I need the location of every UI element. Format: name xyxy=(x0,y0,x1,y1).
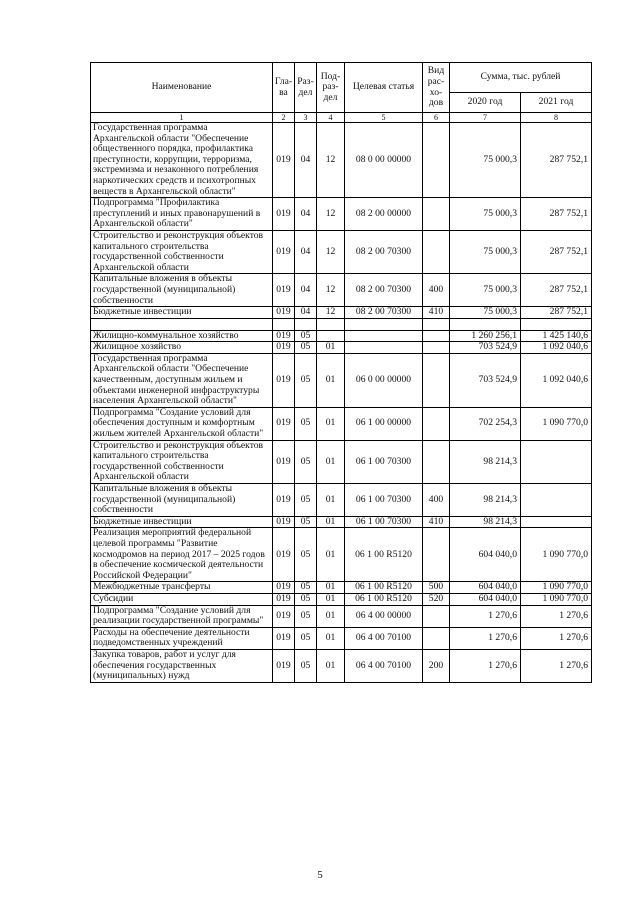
row-target-article: 08 2 00 70300 xyxy=(345,307,423,319)
header-name: Наименование xyxy=(91,63,273,113)
row-expense-type: 500 xyxy=(423,582,450,594)
row-subsection: 01 xyxy=(317,484,345,517)
row-name: Жилищно-коммунальное хозяйство xyxy=(91,330,273,342)
row-amount-2020: 702 254,3 xyxy=(450,407,521,440)
budget-table xyxy=(90,62,592,683)
row-target-article: 06 4 00 70100 xyxy=(345,627,423,649)
row-amount-2020: 604 040,0 xyxy=(450,593,521,605)
header-subsection: Под-раз-дел xyxy=(317,63,345,113)
row-amount-2020: 75 000,3 xyxy=(450,230,521,273)
row-amount-2021: 287 752,1 xyxy=(521,123,592,198)
row-amount-2020: 75 000,3 xyxy=(450,274,521,307)
row-expense-type xyxy=(423,627,450,649)
table-row xyxy=(91,516,592,528)
header-target: Целевая статья xyxy=(345,63,423,113)
header-sum: Сумма, тыс. рублей xyxy=(450,63,592,93)
header-section: Раз-дел xyxy=(295,63,317,113)
row-chapter: 019 xyxy=(273,230,295,273)
row-target-article: 08 2 00 70300 xyxy=(345,230,423,273)
row-name: Закупка товаров, работ и услуг для обеспечения государственных (муниципальных) нужд xyxy=(91,649,273,682)
header-chapter: Гла-ва xyxy=(273,63,295,113)
row-section xyxy=(295,318,317,330)
row-amount-2020: 75 000,3 xyxy=(450,123,521,198)
row-subsection: 12 xyxy=(317,230,345,273)
row-expense-type: 410 xyxy=(423,516,450,528)
row-section: 05 xyxy=(295,593,317,605)
row-amount-2021: 287 752,1 xyxy=(521,230,592,273)
header-year-2021: 2021 год xyxy=(521,93,592,113)
row-section: 04 xyxy=(295,198,317,231)
row-target-article: 06 4 00 70100 xyxy=(345,649,423,682)
table-row xyxy=(91,230,592,273)
row-section: 05 xyxy=(295,528,317,582)
header-year-2020: 2020 год xyxy=(450,93,521,113)
row-chapter: 019 xyxy=(273,627,295,649)
row-amount-2020: 1 270,6 xyxy=(450,649,521,682)
row-subsection xyxy=(317,318,345,330)
row-target-article: 06 0 00 00000 xyxy=(345,353,423,407)
row-expense-type: 400 xyxy=(423,274,450,307)
row-amount-2020: 604 040,0 xyxy=(450,528,521,582)
row-section: 05 xyxy=(295,342,317,354)
table-row xyxy=(91,627,592,649)
row-chapter: 019 xyxy=(273,649,295,682)
column-number: 8 xyxy=(521,113,592,123)
row-name xyxy=(91,318,273,330)
row-amount-2020: 703 524,9 xyxy=(450,342,521,354)
row-amount-2020: 703 524,9 xyxy=(450,353,521,407)
row-chapter: 019 xyxy=(273,484,295,517)
row-amount-2020: 75 000,3 xyxy=(450,307,521,319)
row-chapter: 019 xyxy=(273,582,295,594)
row-subsection: 01 xyxy=(317,353,345,407)
table-row xyxy=(91,649,592,682)
row-subsection: 12 xyxy=(317,307,345,319)
row-section: 04 xyxy=(295,274,317,307)
row-expense-type xyxy=(423,407,450,440)
row-amount-2021 xyxy=(521,440,592,483)
row-name: Капитальные вложения в объекты государственной (муниципальной) собственности xyxy=(91,274,273,307)
row-target-article xyxy=(345,318,423,330)
row-amount-2021: 287 752,1 xyxy=(521,198,592,231)
row-amount-2021: 1 270,6 xyxy=(521,605,592,627)
row-amount-2021: 1 090 770,0 xyxy=(521,407,592,440)
row-section: 04 xyxy=(295,230,317,273)
row-target-article: 06 4 00 00000 xyxy=(345,605,423,627)
row-amount-2021: 1 092 040,6 xyxy=(521,353,592,407)
table-row xyxy=(91,582,592,594)
row-subsection: 01 xyxy=(317,605,345,627)
row-section: 05 xyxy=(295,582,317,594)
table-spacer-row xyxy=(91,318,592,330)
row-amount-2021: 287 752,1 xyxy=(521,307,592,319)
row-amount-2021 xyxy=(521,484,592,517)
row-name: Субсидии xyxy=(91,593,273,605)
row-chapter: 019 xyxy=(273,516,295,528)
row-chapter xyxy=(273,318,295,330)
row-chapter: 019 xyxy=(273,593,295,605)
row-section: 05 xyxy=(295,330,317,342)
row-target-article: 06 1 00 00000 xyxy=(345,407,423,440)
row-chapter: 019 xyxy=(273,407,295,440)
row-amount-2021 xyxy=(521,516,592,528)
row-section: 05 xyxy=(295,516,317,528)
row-expense-type: 520 xyxy=(423,593,450,605)
table-row xyxy=(91,342,592,354)
table-row xyxy=(91,440,592,483)
row-amount-2020: 75 000,3 xyxy=(450,198,521,231)
budget-table-sheet xyxy=(90,62,591,683)
row-name: Строительство и реконструкция объектов капитального строительства государственной собственности Архангельской области xyxy=(91,440,273,483)
table-row xyxy=(91,484,592,517)
row-amount-2021: 1 270,6 xyxy=(521,627,592,649)
row-name: Подпрограмма "Профилактика преступлений и иных правонарушений в Архангельской области" xyxy=(91,198,273,231)
header-expense-type: Вид рас-хо-дов xyxy=(423,63,450,113)
row-section: 05 xyxy=(295,353,317,407)
row-expense-type xyxy=(423,230,450,273)
row-amount-2021: 1 092 040,6 xyxy=(521,342,592,354)
row-subsection: 12 xyxy=(317,274,345,307)
row-amount-2020 xyxy=(450,318,521,330)
row-name: Строительство и реконструкция объектов капитального строительства государственной собственности Архангельской области xyxy=(91,230,273,273)
row-expense-type xyxy=(423,342,450,354)
row-expense-type xyxy=(423,528,450,582)
row-amount-2020: 1 270,6 xyxy=(450,605,521,627)
column-number: 1 xyxy=(91,113,273,123)
row-amount-2020: 98 214,3 xyxy=(450,440,521,483)
row-subsection: 01 xyxy=(317,528,345,582)
column-number: 5 xyxy=(345,113,423,123)
row-section: 05 xyxy=(295,627,317,649)
row-subsection: 01 xyxy=(317,649,345,682)
row-expense-type xyxy=(423,353,450,407)
row-name: Подпрограмма "Создание условий для реализации государственной программы" xyxy=(91,605,273,627)
row-amount-2021: 1 425 140,6 xyxy=(521,330,592,342)
row-target-article: 06 1 00 70300 xyxy=(345,516,423,528)
column-number: 2 xyxy=(273,113,295,123)
row-amount-2020: 604 040,0 xyxy=(450,582,521,594)
row-section: 05 xyxy=(295,484,317,517)
row-chapter: 019 xyxy=(273,123,295,198)
row-expense-type xyxy=(423,440,450,483)
column-number-row xyxy=(91,113,592,123)
row-chapter: 019 xyxy=(273,528,295,582)
table-row xyxy=(91,123,592,198)
row-subsection xyxy=(317,330,345,342)
row-name: Государственная программа Архангельской области "Обеспечение общественного порядка, профилактика преступности, коррупции, терроризма, экстремизма и незаконного потребления наркотических средств и психотропных веществ в Архангельской области" xyxy=(91,123,273,198)
row-chapter: 019 xyxy=(273,353,295,407)
table-row xyxy=(91,605,592,627)
row-subsection: 01 xyxy=(317,440,345,483)
row-name: Государственная программа Архангельской области "Обеспечение качественным, доступным жильем и объектами инженерной инфраструктуры населения Архангельской области" xyxy=(91,353,273,407)
row-expense-type: 200 xyxy=(423,649,450,682)
row-subsection: 01 xyxy=(317,516,345,528)
row-target-article: 06 1 00 R5120 xyxy=(345,582,423,594)
table-row xyxy=(91,353,592,407)
row-amount-2020: 1 260 256,1 xyxy=(450,330,521,342)
column-number: 7 xyxy=(450,113,521,123)
row-target-article xyxy=(345,342,423,354)
row-chapter: 019 xyxy=(273,274,295,307)
row-section: 05 xyxy=(295,407,317,440)
row-amount-2021: 1 090 770,0 xyxy=(521,593,592,605)
column-number: 4 xyxy=(317,113,345,123)
row-subsection: 01 xyxy=(317,582,345,594)
table-row xyxy=(91,593,592,605)
column-number: 6 xyxy=(423,113,450,123)
row-chapter: 019 xyxy=(273,605,295,627)
row-subsection: 01 xyxy=(317,627,345,649)
row-chapter: 019 xyxy=(273,342,295,354)
row-target-article: 06 1 00 R5120 xyxy=(345,593,423,605)
row-target-article: 08 0 00 00000 xyxy=(345,123,423,198)
row-target-article: 06 1 00 R5120 xyxy=(345,528,423,582)
row-target-article xyxy=(345,330,423,342)
row-expense-type: 400 xyxy=(423,484,450,517)
row-amount-2021: 287 752,1 xyxy=(521,274,592,307)
row-target-article: 06 1 00 70300 xyxy=(345,440,423,483)
row-subsection: 12 xyxy=(317,198,345,231)
row-name: Расходы на обеспечение деятельности подведомственных учреждений xyxy=(91,627,273,649)
row-chapter: 019 xyxy=(273,307,295,319)
row-name: Реализация мероприятий федеральной целевой программы "Развитие космодромов на период 2017 – 2025 годов в обеспечение космической деятельности Российской Федерации" xyxy=(91,528,273,582)
row-target-article: 06 1 00 70300 xyxy=(345,484,423,517)
row-name: Бюджетные инвестиции xyxy=(91,516,273,528)
row-target-article: 08 2 00 00000 xyxy=(345,198,423,231)
row-subsection: 01 xyxy=(317,407,345,440)
table-row xyxy=(91,528,592,582)
table-row xyxy=(91,330,592,342)
row-expense-type xyxy=(423,123,450,198)
row-amount-2021 xyxy=(521,318,592,330)
row-amount-2021: 1 270,6 xyxy=(521,649,592,682)
row-section: 05 xyxy=(295,605,317,627)
row-name: Подпрограмма "Создание условий для обеспечения доступным и комфортным жильем жителей Архангельской области" xyxy=(91,407,273,440)
row-subsection: 12 xyxy=(317,123,345,198)
row-subsection: 01 xyxy=(317,342,345,354)
row-name: Межбюджетные трансферты xyxy=(91,582,273,594)
table-row xyxy=(91,198,592,231)
row-section: 05 xyxy=(295,440,317,483)
row-amount-2020: 98 214,3 xyxy=(450,484,521,517)
row-expense-type xyxy=(423,318,450,330)
row-amount-2020: 98 214,3 xyxy=(450,516,521,528)
row-expense-type xyxy=(423,330,450,342)
row-name: Бюджетные инвестиции xyxy=(91,307,273,319)
row-chapter: 019 xyxy=(273,330,295,342)
row-section: 05 xyxy=(295,649,317,682)
row-subsection: 01 xyxy=(317,593,345,605)
table-row xyxy=(91,274,592,307)
row-expense-type xyxy=(423,605,450,627)
row-name: Жилищное хозяйство xyxy=(91,342,273,354)
row-amount-2021: 1 090 770,0 xyxy=(521,582,592,594)
row-section: 04 xyxy=(295,307,317,319)
table-row xyxy=(91,407,592,440)
row-amount-2020: 1 270,6 xyxy=(450,627,521,649)
row-amount-2021: 1 090 770,0 xyxy=(521,528,592,582)
row-chapter: 019 xyxy=(273,440,295,483)
row-expense-type xyxy=(423,198,450,231)
table-row xyxy=(91,307,592,319)
row-chapter: 019 xyxy=(273,198,295,231)
row-target-article: 08 2 00 70300 xyxy=(345,274,423,307)
column-number: 3 xyxy=(295,113,317,123)
page-number: 5 xyxy=(317,869,323,881)
row-name: Капитальные вложения в объекты государственной (муниципальной) собственности xyxy=(91,484,273,517)
row-expense-type: 410 xyxy=(423,307,450,319)
row-section: 04 xyxy=(295,123,317,198)
